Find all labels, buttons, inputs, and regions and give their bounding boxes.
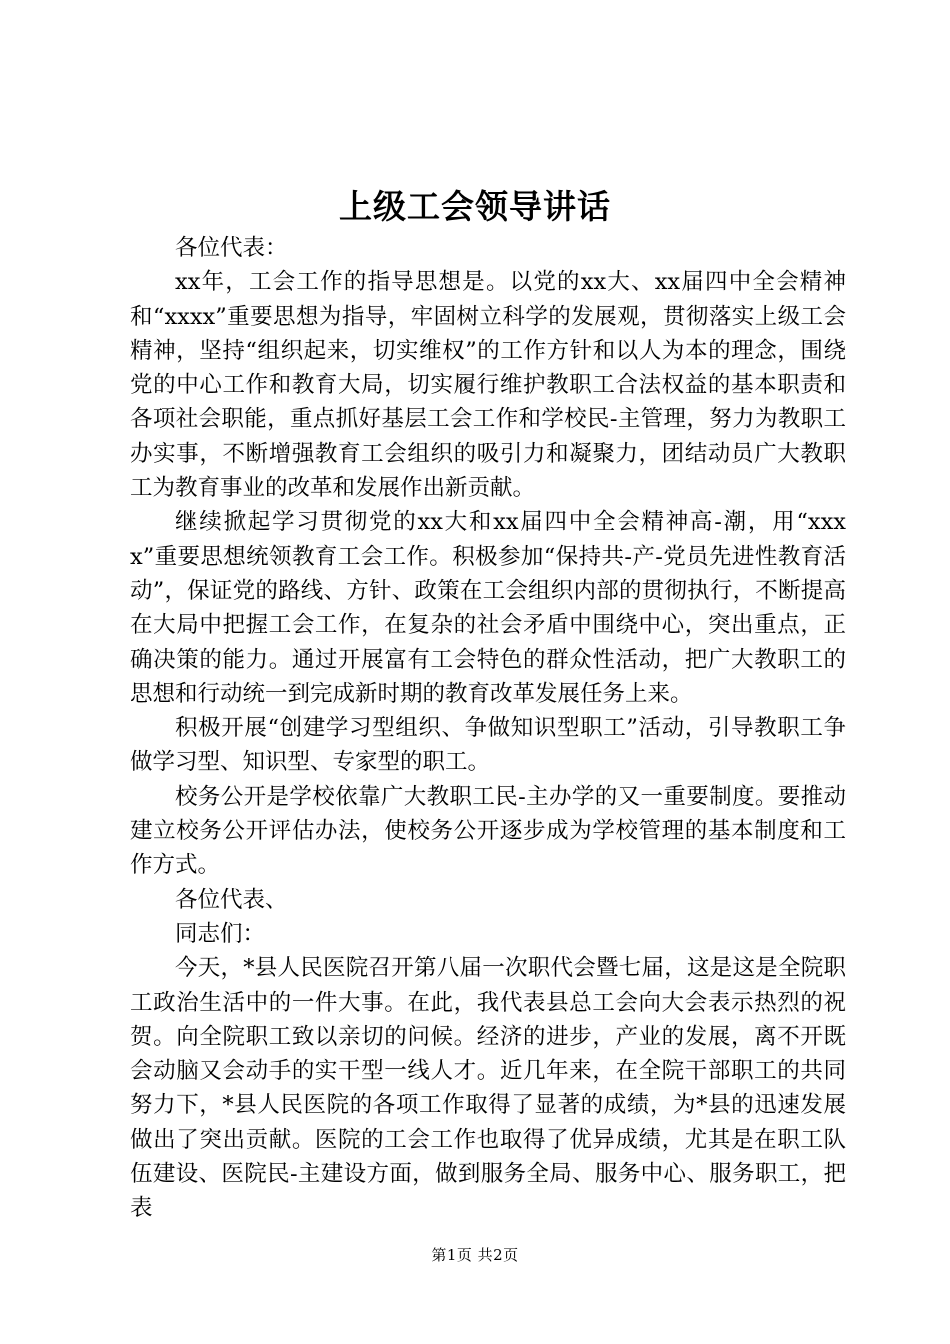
body-paragraph: xx年，工会工作的指导思想是。以党的xx大、xx届四中全会精神和“xxxx”重要思想为指导，牢固树立科学的发展观，贯彻落实上级工会精神，坚持“组织起来，切实维权”的工作方针和以人为本的理念，围绕党的中心工作和教育大局，切实履行维护教职工合法权益的基本职责和各项社会职能，重点抓好基层工会工作和学校民-主管理，努力为教职工办实事，不断增强教育工会组织的吸引力和凝聚力，团结动员广大教职工为教育事业的改革和发展作出新贡献。: [130, 269, 846, 502]
salutation-paragraph: 同志们：: [175, 920, 266, 947]
body-paragraph: 继续掀起学习贯彻党的xx大和xx届四中全会精神高-潮，用“xxxx”重要思想统领教育工会工作。积极参加“保持共-产-党员先进性教育活动”，保证党的路线、方针、政策在工会组织内部的贯彻执行，不断提高在大局中把握工会工作，在复杂的社会矛盾中围绕中心，突出重点，正确决策的能力。通过开展富有工会特色的群众性活动，把广大教职工的思想和行动统一到完成新时期的教育改革发展任务上来。: [130, 509, 846, 707]
body-paragraph: 校务公开是学校依靠广大教职工民-主办学的又一重要制度。要推动建立校务公开评估办法，使校务公开逐步成为学校管理的基本制度和工作方式。: [130, 783, 846, 879]
body-paragraph: 今天，*县人民医院召开第八届一次职代会暨七届，这是这是全院职工政治生活中的一件大事。在此，我代表县总工会向大会表示热烈的祝贺。向全院职工致以亲切的问候。经济的进步，产业的发展，离不开既会动脑又会动手的实干型一线人才。近几年来，在全院干部职工的共同努力下，*县人民医院的各项工作取得了显著的成绩，为*县的迅速发展做出了突出贡献。医院的工会工作也取得了优异成绩，尤其是在职工队伍建设、医院民-主建设方面，做到服务全局、服务中心、服务职工，把表: [130, 955, 846, 1222]
body-paragraph: 积极开展“创建学习型组织、争做知识型职工”活动，引导教职工争做学习型、知识型、专家型的职工。: [130, 715, 846, 776]
salutation-paragraph: 各位代表：: [175, 235, 288, 261]
document-body: [130, 231, 846, 1226]
page-number-footer: 第1页 共2页: [431, 1246, 519, 1264]
document-title: 上级工会领导讲话: [339, 187, 611, 226]
salutation-paragraph: 各位代表、: [175, 886, 288, 913]
